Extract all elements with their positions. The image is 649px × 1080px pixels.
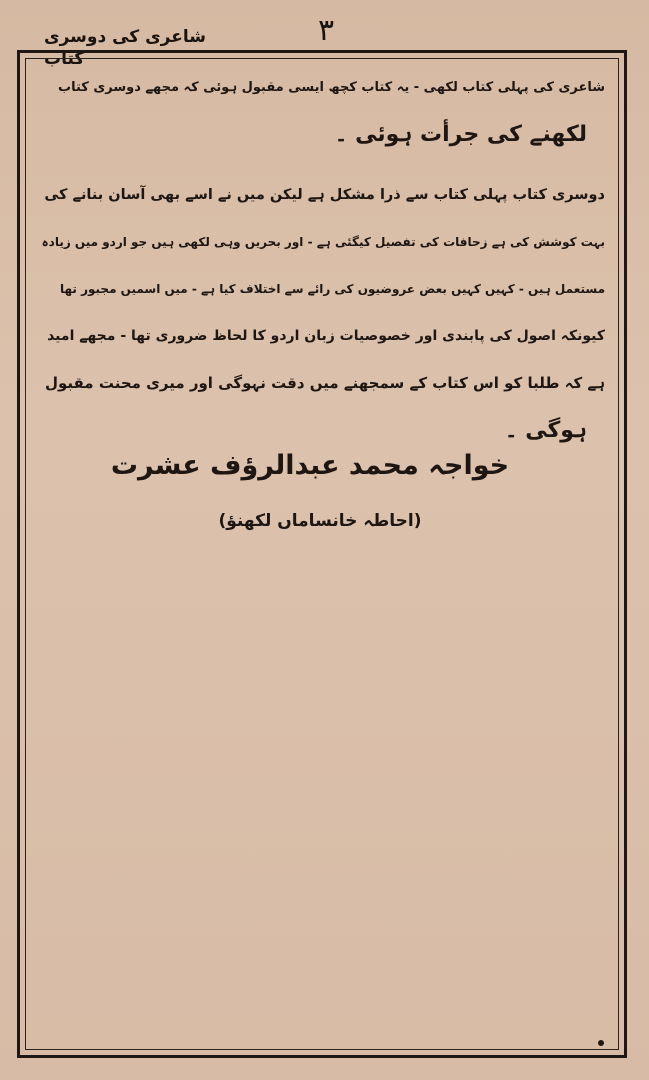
preface-body [40,64,605,468]
ink-dot [598,1040,604,1046]
text-line: ہوگی ۔ [504,418,587,443]
text-line: شاعری کی پہلی کتاب لکھی - یہ کتاب کچھ ایسی مقبول ہوئی کہ مجھے دوسری کتاب [58,80,605,95]
text-line: دوسری کتاب پہلی کتاب سے ذرا مشکل ہے لیکن میں نے اسے بھی آسان بنانے کی [44,187,605,203]
author-signature: خواجہ محمد عبدالرؤف عشرت [110,450,510,481]
text-line: مستعمل ہیں - کہیں کہیں بعض عروضیوں کی رائے سے اختلاف کیا ہے - میں اسمیں مجبور تھا [59,282,605,296]
paragraph [40,172,605,454]
text-line: لکھنے کی جرأت ہوئی ۔ [334,122,587,147]
text-line: بہت کوشش کی ہے زحافات کی تفصیل کیگئی ہے - اور بحریں وہی لکھی ہیں جو اردو میں زیادہ [41,235,605,249]
page-number: ۳ [317,13,335,48]
paragraph [40,64,605,158]
page-header [0,12,649,69]
author-address: (احاطہ خانساماں لکھنؤ) [218,511,422,531]
text-line: ہے کہ طلبا کو اس کتاب کے سمجھنے میں دقت نہوگی اور میری محنت مقبول [44,374,605,392]
running-title: شاعری کی دوسری کتاب [44,27,206,69]
text-line: کیونکہ اصول کی پابندی اور خصوصیات زبان اردو کا لحاظ ضروری تھا - مجھے امید [47,328,605,344]
